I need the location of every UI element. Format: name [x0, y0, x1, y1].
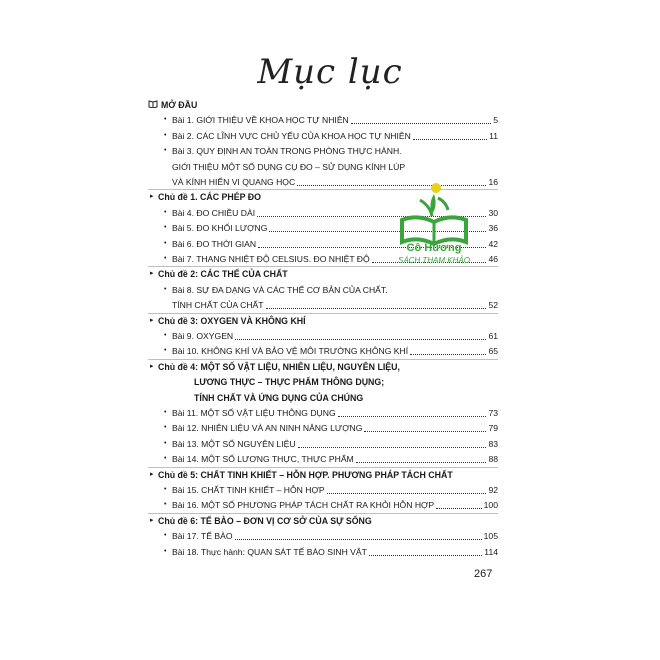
toc-entry-text: Chủ đề 6: TẾ BÀO – ĐƠN VỊ CƠ SỞ CỦA SỰ SỐNG [158, 515, 372, 526]
toc-entry-text: Bài 7. THANG NHIỆT ĐỘ CELSIUS. ĐO NHIỆT ĐỘ [172, 254, 370, 264]
toc-entry-text: Bài 16. MỘT SỐ PHƯƠNG PHÁP TÁCH CHẤT RA KHỎI HỖN HỢP [172, 500, 435, 511]
toc-topic-row[interactable] [148, 468, 498, 482]
bullet-icon: • [164, 332, 167, 339]
toc-entry-text: Bài 14. MỘT SỐ LƯƠNG THỰC, THỰC PHẨM [172, 454, 354, 465]
toc-page-number: 88 [488, 454, 498, 465]
toc-entry-text: Chủ đề 3: OXYGEN VÀ KHÔNG KHÍ [158, 315, 306, 326]
topic-arrow-icon: ▸ [150, 193, 154, 201]
watermark-subtitle: SÁCH THAM KHẢO [397, 256, 470, 265]
toc-entry-text: Chủ đề 1. CÁC PHÉP ĐO [158, 192, 261, 203]
dot-leader [351, 113, 491, 124]
toc-lesson-row[interactable] [148, 421, 498, 435]
bullet-icon: • [164, 208, 167, 216]
bullet-icon: • [164, 224, 167, 232]
toc-entry-text: Chủ đề 5: CHẤT TINH KHIẾT – HỖN HỢP. PHƯƠNG PHÁP TÁCH CHẤT [158, 469, 453, 480]
toc-page-number: 100 [483, 500, 498, 511]
toc-lesson-row[interactable] [148, 406, 498, 420]
dot-leader [338, 406, 486, 417]
toc-entry-text: GIỚI THIỆU MỘT SỐ DỤNG CỤ ĐO – SỬ DỤNG KÍNH LÚP [172, 161, 406, 172]
bullet-icon: • [164, 409, 167, 416]
topic-arrow-icon: ▸ [150, 316, 154, 324]
watermark-logo [398, 180, 470, 250]
bullet-icon: • [164, 501, 167, 509]
dot-leader [364, 421, 486, 432]
page-title: Mục lục [257, 52, 403, 92]
toc-entry-text: Bài 12. NHIÊN LIỆU VÀ AN NINH NĂNG LƯỢNG [172, 423, 363, 434]
bullet-icon: • [164, 285, 167, 293]
dot-leader [436, 498, 482, 509]
toc-lesson-row[interactable] [148, 329, 498, 343]
toc-entry-text: Bài 9. OXYGEN [172, 331, 234, 341]
toc-page-number: 73 [488, 408, 498, 418]
toc-lesson-row[interactable] [148, 498, 498, 512]
toc-lesson-row[interactable] [148, 452, 498, 466]
dot-leader [235, 329, 486, 340]
watermark-name: Cô Hương [406, 242, 462, 254]
topic-arrow-icon: ▸ [150, 470, 154, 478]
toc-topic-row[interactable] [148, 360, 498, 374]
bullet-icon: • [164, 147, 167, 155]
toc-entry-text: Bài 13. MỘT SỐ NGUYÊN LIỆU [172, 438, 296, 449]
bullet-icon: • [164, 486, 167, 493]
toc-entry-text: Bài 8. SỰ ĐA DẠNG VÀ CÁC THỂ CƠ BẢN CỦA CHẤT. [172, 284, 388, 295]
toc-lesson-row[interactable] [148, 545, 498, 559]
toc-topic-row[interactable] [148, 267, 498, 281]
toc-page-number: 30 [488, 207, 498, 218]
toc-page-number: 52 [488, 300, 498, 311]
topic-arrow-icon: ▸ [150, 516, 154, 524]
topic-arrow-icon: ▸ [150, 362, 154, 370]
toc-entry-text: Bài 15. CHẤT TINH KHIẾT – HỖN HỢP [172, 485, 325, 495]
dot-leader [298, 437, 486, 448]
toc-page-number: 42 [488, 238, 498, 249]
toc-page-number: 105 [483, 531, 498, 542]
dot-leader [410, 344, 486, 355]
toc-entry-text: VÀ KÍNH HIỂN VI QUANG HỌC [172, 177, 296, 187]
topic-arrow-icon: ▸ [150, 270, 154, 278]
toc-lesson-row[interactable] [148, 437, 498, 451]
toc-lesson-row[interactable] [148, 160, 498, 174]
toc-page-number: 61 [488, 331, 498, 341]
dot-leader [266, 298, 486, 309]
toc-entry-text: TÍNH CHẤT CỦA CHẤT [172, 300, 264, 311]
toc-lesson-row[interactable] [148, 344, 498, 358]
toc-page-number: 65 [488, 346, 498, 357]
toc-lesson-row[interactable] [148, 129, 498, 143]
toc-intro-label: MỞ ĐẦU [161, 100, 198, 110]
toc-topic-row[interactable] [148, 375, 498, 389]
toc-lesson-row[interactable] [148, 283, 498, 297]
toc-page-number: 83 [488, 438, 498, 449]
page-number: 267 [474, 568, 493, 580]
dot-leader [235, 529, 482, 540]
bullet-icon: • [164, 439, 167, 447]
bullet-icon: • [164, 455, 167, 463]
toc-entry-text: TÍNH CHẤT VÀ ỨNG DỤNG CỦA CHÚNG [194, 392, 364, 403]
toc-entry-text: Bài 6. ĐO THỜI GIAN [172, 238, 257, 249]
dot-leader [369, 545, 482, 556]
bullet-icon: • [164, 532, 167, 540]
bullet-icon: • [164, 116, 167, 124]
toc-entry-text: Bài 10. KHÔNG KHÍ VÀ BẢO VỆ MÔI TRƯỜNG KHÔNG KHÍ [172, 346, 409, 357]
toc-lesson-row[interactable] [148, 113, 498, 127]
toc-entry-text: LƯƠNG THỰC – THỰC PHẨM THÔNG DỤNG; [194, 377, 385, 388]
dot-leader [413, 129, 487, 140]
toc-entry-text: Bài 4. ĐO CHIỀU DÀI [172, 207, 256, 218]
toc-lesson-row[interactable] [148, 144, 498, 158]
bullet-icon: • [164, 424, 167, 432]
toc-page-number: 11 [489, 130, 498, 141]
bullet-icon: • [164, 239, 167, 247]
toc-entry-text: Chủ đề 2: CÁC THỂ CỦA CHẤT [158, 269, 288, 280]
toc-page-number: 46 [488, 254, 498, 264]
toc-topic-row[interactable] [148, 391, 498, 405]
toc-lesson-row[interactable] [148, 529, 498, 543]
toc-entry-text: Bài 1. GIỚI THIỆU VỀ KHOA HỌC TỰ NHIÊN [172, 115, 349, 126]
bullet-icon: • [164, 547, 167, 555]
book-icon [148, 100, 158, 108]
toc-page-number: 79 [488, 423, 498, 434]
toc-entry-text: Bài 3. QUY ĐỊNH AN TOÀN TRONG PHÒNG THỰC HÀNH. [172, 146, 402, 157]
toc-page-number: 36 [488, 223, 498, 234]
toc-page-number: 92 [488, 485, 498, 495]
toc-lesson-row[interactable] [148, 298, 498, 312]
dot-leader [356, 452, 486, 463]
bullet-icon: • [164, 131, 167, 139]
toc-page-number: 16 [488, 177, 498, 187]
toc-entry-text: Bài 11. MỘT SỐ VẬT LIỆU THÔNG DỤNG [172, 408, 336, 418]
toc-entry-text: Bài 17. TẾ BÀO [172, 531, 233, 542]
toc-topic-row[interactable] [148, 514, 498, 528]
toc-entry-text: Chủ đề 4: MỘT SỐ VẬT LIỆU, NHIÊN LIỆU, NGUYÊN LIỆU, [158, 361, 400, 372]
toc-topic-row[interactable] [148, 314, 498, 328]
toc-entry-text: Bài 5. ĐO KHỐI LƯỢNG [172, 223, 268, 234]
toc-entry-text: Bài 18. Thực hành: QUAN SÁT TẾ BÀO SINH VẬT [172, 546, 367, 557]
toc-page-number: 114 [484, 546, 498, 557]
toc-intro-row [148, 98, 498, 112]
bullet-icon: • [164, 347, 167, 355]
dot-leader [327, 483, 486, 494]
bullet-icon: • [164, 255, 167, 262]
toc-entry-text: Bài 2. CÁC LĨNH VỰC CHỦ YẾU CỦA KHOA HỌC TỰ NHIÊN [172, 130, 411, 141]
toc-page-number: 5 [493, 115, 498, 126]
toc-lesson-row[interactable] [148, 483, 498, 497]
